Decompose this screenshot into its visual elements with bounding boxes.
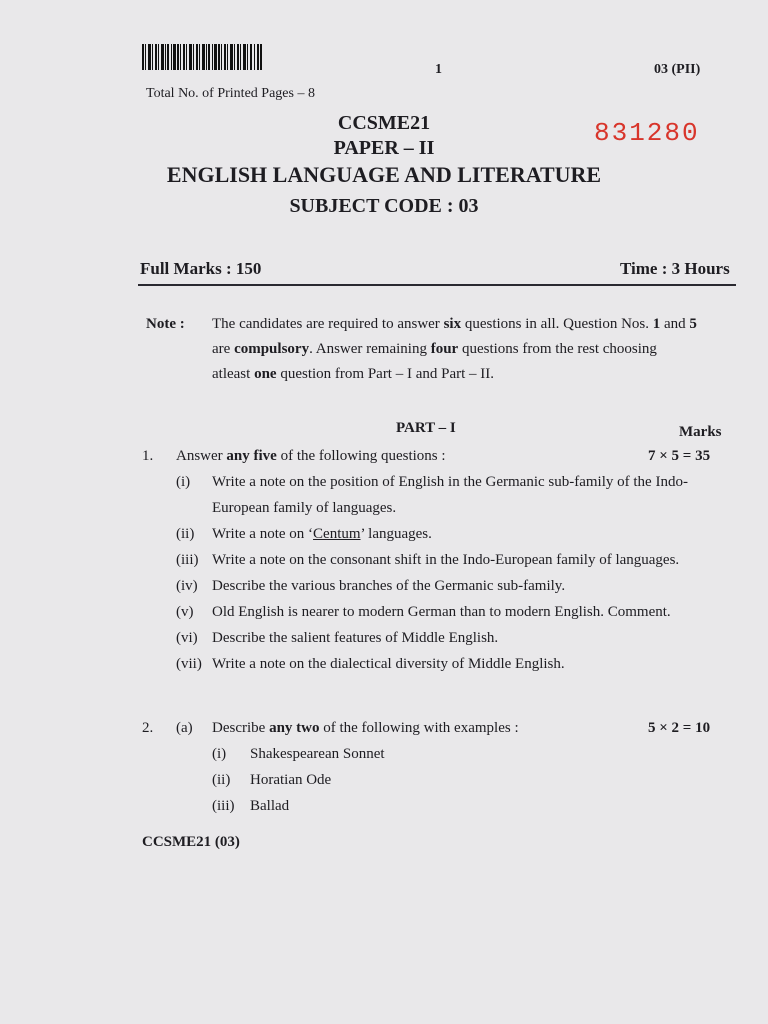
sub-question-text: Write a note on the position of English in the Germanic sub-family of the Indo-	[212, 474, 688, 490]
header-rule	[138, 284, 736, 286]
note-label: Note :	[146, 316, 185, 332]
question-part: (a)	[176, 720, 193, 736]
sub-question-number: (ii)	[212, 772, 231, 788]
sub-question-text: Old English is nearer to modern German than to modern English. Comment.	[212, 604, 671, 620]
sub-question-number: (iv)	[176, 578, 198, 594]
note-text: The candidates are required to answer six questions in all. Question Nos. 1 and 5 are compulsory. Answer remaining four questions from the rest choosing atleast one question from Part – I and Part – II.	[212, 316, 697, 382]
sub-question-text: Describe the salient features of Middle English.	[212, 630, 499, 646]
sub-question-number: (ii)	[176, 526, 195, 542]
question-number: 1.	[142, 448, 154, 464]
question-instruction: Describe any two of the following with examples :	[212, 720, 519, 736]
sub-question-number: (iii)	[176, 552, 199, 568]
question-number: 2.	[142, 720, 154, 736]
sub-question-number: (v)	[176, 604, 194, 620]
sub-question-text: Write a note on ‘Centum’ languages.	[212, 526, 432, 542]
question-marks: 7 × 5 = 35	[648, 448, 711, 464]
time-allowed: Time : 3 Hours	[620, 259, 730, 278]
marks-column-label: Marks	[679, 424, 722, 440]
full-marks: Full Marks : 150	[140, 259, 262, 278]
part-one-title: PART – I	[396, 420, 456, 436]
sub-question-number: (i)	[212, 746, 227, 762]
sub-question-number: (iii)	[212, 798, 235, 814]
subject-title: ENGLISH LANGUAGE AND LITERATURE	[166, 162, 602, 187]
sub-question-text: Ballad	[250, 798, 290, 814]
sub-question-number: (vii)	[176, 656, 202, 672]
total-pages: Total No. of Printed Pages – 8	[146, 86, 315, 101]
sub-question-text: European family of languages.	[212, 500, 397, 516]
sub-question-text: Horatian Ode	[250, 772, 332, 788]
sub-question-text: Shakespearean Sonnet	[250, 746, 385, 762]
paper-code: 03 (PII)	[654, 62, 701, 77]
sub-question-text: Describe the various branches of the Germanic sub-family.	[212, 578, 566, 594]
question-marks: 5 × 2 = 10	[648, 720, 711, 736]
paper-title: PAPER – II	[333, 137, 435, 159]
sub-question-text: Write a note on the dialectical diversity of Middle English.	[212, 656, 565, 672]
sub-question-number: (i)	[176, 474, 191, 490]
footer-code: CCSME21 (03)	[142, 834, 240, 850]
barcode-image	[142, 44, 262, 76]
exam-code: CCSME21	[337, 112, 431, 134]
serial-number-stamp: 831280	[594, 118, 700, 148]
subject-code: SUBJECT CODE : 03	[289, 195, 479, 217]
question-instruction: Answer any five of the following questions :	[176, 448, 446, 464]
sub-question-text: Write a note on the consonant shift in the Indo-European family of languages.	[212, 552, 680, 568]
page-number: 1	[435, 62, 442, 77]
sub-question-number: (vi)	[176, 630, 198, 646]
